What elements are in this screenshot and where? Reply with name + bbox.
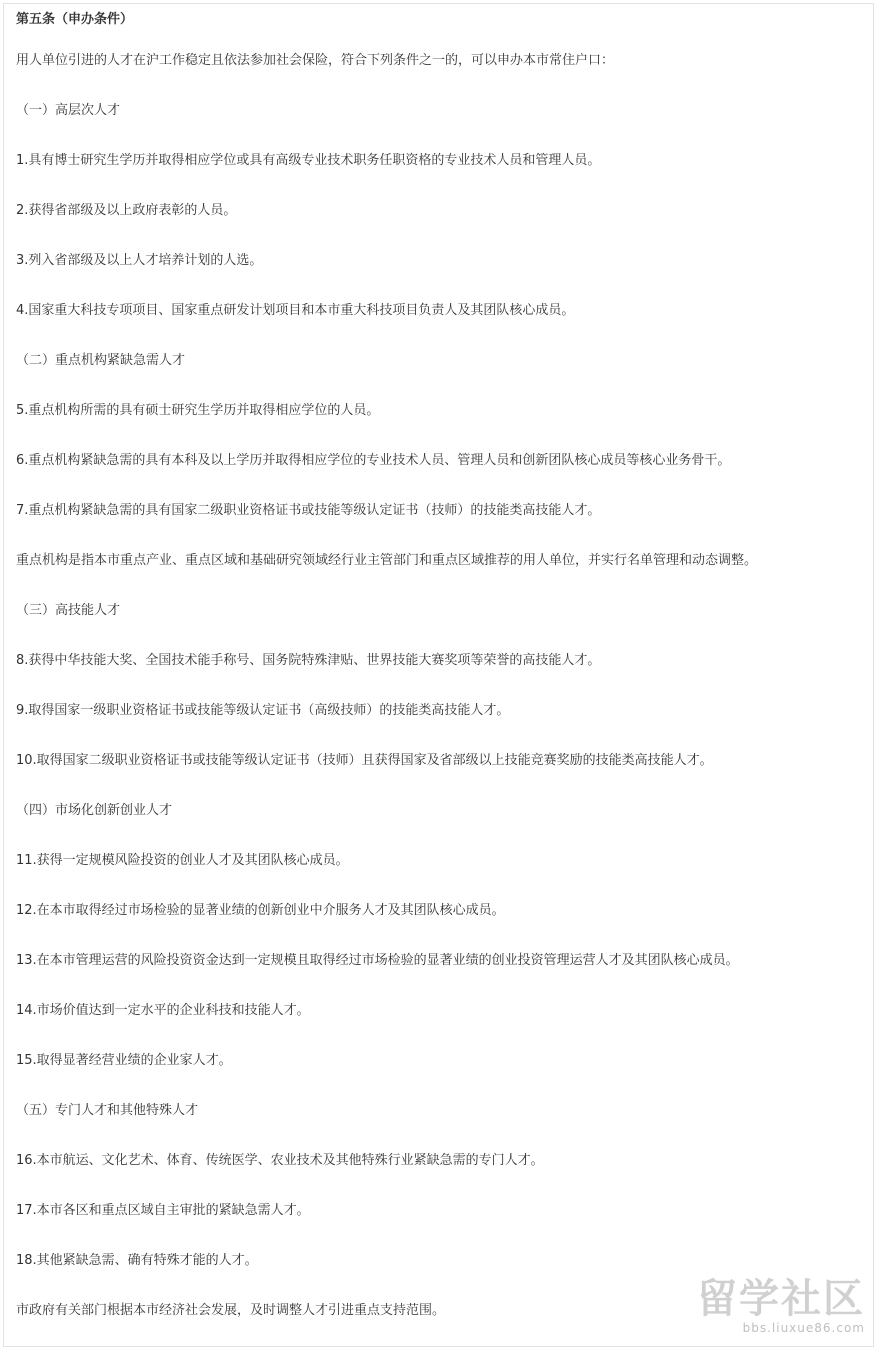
note-paragraph: 重点机构是指本市重点产业、重点区域和基础研究领域经行业主管部门和重点区域推荐的用人单位，并实行名单管理和动态调整。 <box>16 553 758 568</box>
list-item: 15.取得显著经营业绩的企业家人才。 <box>16 1053 232 1068</box>
category-heading: （五）专门人才和其他特殊人才 <box>16 1103 199 1118</box>
closing-paragraph: 市政府有关部门根据本市经济社会发展，及时调整人才引进重点支持范围。 <box>16 1303 446 1318</box>
document-frame <box>3 3 874 1347</box>
list-item: 10.取得国家二级职业资格证书或技能等级认定证书（技师）且获得国家及省部级以上技能竞赛奖励的技能类高技能人才。 <box>16 753 713 768</box>
list-item: 12.在本市取得经过市场检验的显著业绩的创新创业中介服务人才及其团队核心成员。 <box>16 903 505 918</box>
watermark-url: bbs.liuxue86.com <box>742 1321 865 1335</box>
list-item: 18.其他紧缺急需、确有特殊才能的人才。 <box>16 1253 258 1268</box>
list-item: 4.国家重大科技专项项目、国家重点研发计划项目和本市重大科技项目负责人及其团队核心成员。 <box>16 303 575 318</box>
category-heading: （三）高技能人才 <box>16 603 121 618</box>
list-item: 9.取得国家一级职业资格证书或技能等级认定证书（高级技师）的技能类高技能人才。 <box>16 703 510 718</box>
article-body <box>16 4 866 1336</box>
list-item: 5.重点机构所需的具有硕士研究生学历并取得相应学位的人员。 <box>16 403 380 418</box>
list-item: 13.在本市管理运营的风险投资资金达到一定规模且取得经过市场检验的显著业绩的创业投资管理运营人才及其团队核心成员。 <box>16 953 739 968</box>
list-item: 14.市场价值达到一定水平的企业科技和技能人才。 <box>16 1003 310 1018</box>
list-item: 2.获得省部级及以上政府表彰的人员。 <box>16 203 237 218</box>
watermark-logo-text: 留学社区 <box>697 1276 865 1322</box>
list-item: 6.重点机构紧缺急需的具有本科及以上学历并取得相应学位的专业技术人员、管理人员和创新团队核心成员等核心业务骨干。 <box>16 453 731 468</box>
list-item: 3.列入省部级及以上人才培养计划的人选。 <box>16 253 263 268</box>
list-item: 17.本市各区和重点区域自主审批的紧缺急需人才。 <box>16 1203 310 1218</box>
list-item: 11.获得一定规模风险投资的创业人才及其团队核心成员。 <box>16 853 349 868</box>
list-item: 8.获得中华技能大奖、全国技术能手称号、国务院特殊津贴、世界技能大赛奖项等荣誉的高技能人才。 <box>16 653 601 668</box>
list-item: 7.重点机构紧缺急需的具有国家二级职业资格证书或技能等级认定证书（技师）的技能类高技能人才。 <box>16 503 601 518</box>
list-item: 1.具有博士研究生学历并取得相应学位或具有高级专业技术职务任职资格的专业技术人员和管理人员。 <box>16 153 601 168</box>
list-item: 16.本市航运、文化艺术、体育、传统医学、农业技术及其他特殊行业紧缺急需的专门人才。 <box>16 1153 544 1168</box>
category-heading: （一）高层次人才 <box>16 103 121 118</box>
article-heading: 第五条（申办条件） <box>16 12 134 27</box>
intro-paragraph: 用人单位引进的人才在沪工作稳定且依法参加社会保险，符合下列条件之一的，可以申办本市常住户口： <box>16 53 615 68</box>
category-heading: （二）重点机构紧缺急需人才 <box>16 353 186 368</box>
category-heading: （四）市场化创新创业人才 <box>16 803 173 818</box>
